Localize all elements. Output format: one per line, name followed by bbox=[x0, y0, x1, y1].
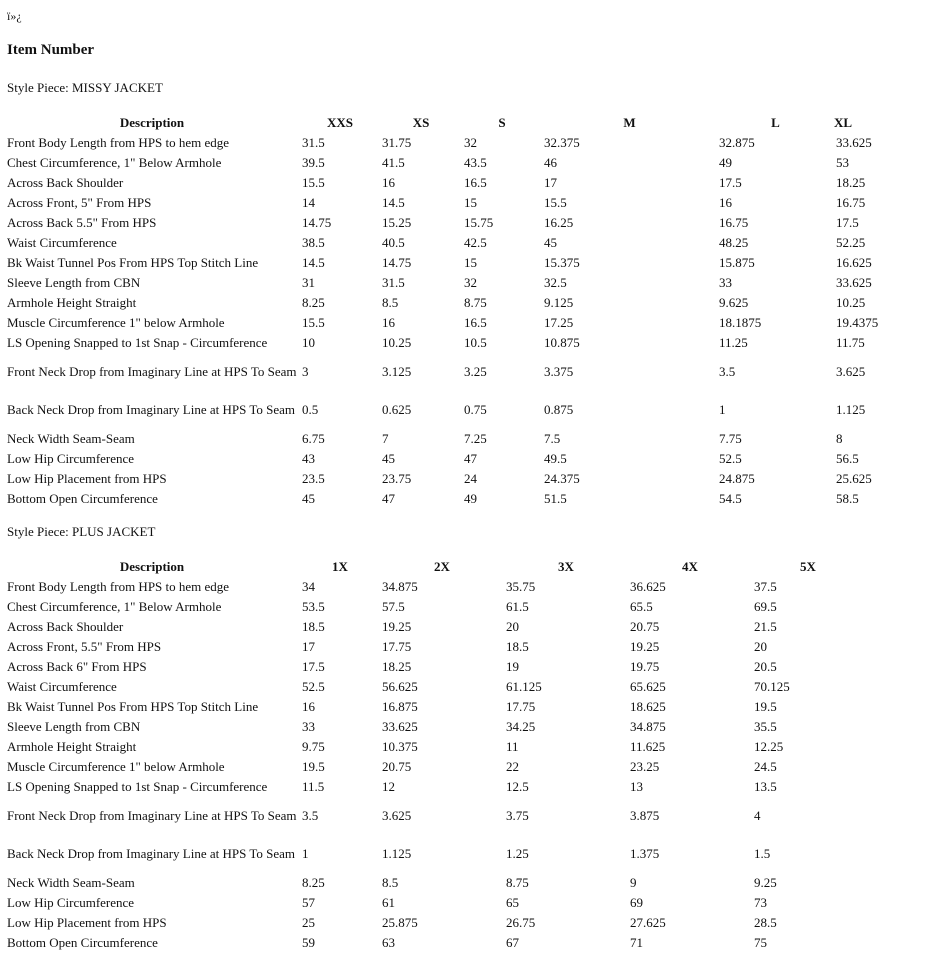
measurement-description: Bk Waist Tunnel Pos From HPS Top Stitch Line bbox=[7, 698, 259, 714]
measurement-value: 12.25 bbox=[754, 738, 784, 754]
measurement-value: 65.5 bbox=[630, 598, 653, 614]
measurement-value: 8.5 bbox=[382, 874, 399, 890]
measurement-value: 65 bbox=[506, 894, 519, 910]
measurement-value: 23.5 bbox=[302, 470, 325, 486]
measurement-value: 19.5 bbox=[302, 758, 325, 774]
table-row bbox=[4, 776, 864, 796]
measurement-value: 3.125 bbox=[382, 363, 412, 379]
measurement-value: 0.75 bbox=[464, 401, 487, 417]
missy-spec-table bbox=[4, 112, 879, 508]
table-row bbox=[4, 696, 864, 716]
measurement-description: Low Hip Placement from HPS bbox=[7, 914, 167, 930]
measurement-value: 63 bbox=[382, 934, 395, 950]
measurement-value: 10.25 bbox=[382, 334, 412, 350]
measurement-value: 36.625 bbox=[630, 578, 666, 594]
measurement-value: 0.875 bbox=[544, 401, 574, 417]
measurement-description: Muscle Circumference 1" below Armhole bbox=[7, 758, 225, 774]
measurement-value: 14 bbox=[302, 194, 315, 210]
measurement-value: 15.75 bbox=[464, 214, 494, 230]
measurement-value: 16.5 bbox=[464, 314, 487, 330]
measurement-value: 12 bbox=[382, 778, 395, 794]
measurement-description: Across Front, 5.5" From HPS bbox=[7, 638, 162, 654]
measurement-value: 32.875 bbox=[719, 134, 755, 150]
measurement-value: 28.5 bbox=[754, 914, 777, 930]
missy-style-label: Style Piece: MISSY JACKET bbox=[7, 80, 163, 95]
measurement-value: 10 bbox=[302, 334, 315, 350]
column-header-size: 3X bbox=[558, 558, 574, 574]
measurement-value: 38.5 bbox=[302, 234, 325, 250]
measurement-value: 14.75 bbox=[382, 254, 412, 270]
measurement-value: 17.25 bbox=[544, 314, 574, 330]
measurement-value: 33 bbox=[719, 274, 732, 290]
measurement-value: 3.375 bbox=[544, 363, 574, 379]
measurement-value: 65.625 bbox=[630, 678, 666, 694]
measurement-value: 32.375 bbox=[544, 134, 580, 150]
measurement-description: Waist Circumference bbox=[7, 678, 117, 694]
measurement-value: 3.625 bbox=[382, 807, 412, 823]
measurement-value: 51.5 bbox=[544, 490, 567, 506]
measurement-description: Neck Width Seam-Seam bbox=[7, 430, 135, 446]
measurement-value: 17.5 bbox=[719, 174, 742, 190]
measurement-value: 61.125 bbox=[506, 678, 542, 694]
measurement-description: Across Back 6" From HPS bbox=[7, 658, 147, 674]
measurement-description: Front Neck Drop from Imaginary Line at HPS To Seam bbox=[7, 363, 297, 379]
measurement-value: 1.125 bbox=[382, 845, 412, 861]
column-header-size: 5X bbox=[800, 558, 816, 574]
table-row bbox=[4, 912, 864, 932]
measurement-value: 16 bbox=[382, 314, 395, 330]
measurement-value: 25.875 bbox=[382, 914, 418, 930]
measurement-value: 52.5 bbox=[302, 678, 325, 694]
measurement-value: 54.5 bbox=[719, 490, 742, 506]
measurement-value: 33.625 bbox=[382, 718, 418, 734]
measurement-value: 15.5 bbox=[544, 194, 567, 210]
measurement-value: 47 bbox=[382, 490, 395, 506]
measurement-value: 9.125 bbox=[544, 294, 574, 310]
measurement-value: 16.5 bbox=[464, 174, 487, 190]
measurement-value: 7.5 bbox=[544, 430, 561, 446]
measurement-value: 25.625 bbox=[836, 470, 872, 486]
measurement-value: 32 bbox=[464, 134, 477, 150]
measurement-value: 52.5 bbox=[719, 450, 742, 466]
measurement-value: 17.75 bbox=[382, 638, 412, 654]
measurement-value: 24 bbox=[464, 470, 477, 486]
measurement-value: 24.5 bbox=[754, 758, 777, 774]
column-header-description: Description bbox=[119, 114, 185, 130]
column-header-size: S bbox=[498, 114, 506, 130]
measurement-value: 3.75 bbox=[506, 807, 529, 823]
measurement-value: 7.75 bbox=[719, 430, 742, 446]
measurement-description: Front Body Length from HPS to hem edge bbox=[7, 134, 230, 150]
measurement-value: 18.1875 bbox=[719, 314, 762, 330]
measurement-value: 69 bbox=[630, 894, 643, 910]
table-row bbox=[4, 756, 864, 776]
measurement-value: 25 bbox=[302, 914, 315, 930]
measurement-value: 34.875 bbox=[382, 578, 418, 594]
measurement-value: 1.25 bbox=[506, 845, 529, 861]
measurement-value: 19 bbox=[506, 658, 519, 674]
measurement-value: 11.625 bbox=[630, 738, 666, 754]
measurement-value: 9 bbox=[630, 874, 637, 890]
measurement-value: 35.5 bbox=[754, 718, 777, 734]
measurement-value: 48.25 bbox=[719, 234, 749, 250]
table-row bbox=[4, 252, 844, 272]
measurement-value: 1 bbox=[302, 845, 309, 861]
measurement-value: 21.5 bbox=[754, 618, 777, 634]
measurement-description: Neck Width Seam-Seam bbox=[7, 874, 135, 890]
measurement-description: Chest Circumference, 1" Below Armhole bbox=[7, 154, 222, 170]
measurement-value: 16.75 bbox=[836, 194, 866, 210]
measurement-value: 18.25 bbox=[836, 174, 866, 190]
column-header-size: M bbox=[623, 114, 636, 130]
measurement-value: 20.75 bbox=[382, 758, 412, 774]
measurement-value: 19.25 bbox=[382, 618, 412, 634]
table-row bbox=[4, 468, 844, 488]
measurement-description: Across Back 5.5" From HPS bbox=[7, 214, 157, 230]
column-header-size: 4X bbox=[682, 558, 698, 574]
table-row bbox=[4, 448, 844, 468]
page-title: Item Number bbox=[7, 42, 95, 58]
column-header-size: 1X bbox=[332, 558, 348, 574]
measurement-value: 14.5 bbox=[382, 194, 405, 210]
measurement-value: 22 bbox=[506, 758, 519, 774]
table-row bbox=[4, 390, 844, 428]
plus-spec-table bbox=[4, 556, 864, 952]
measurement-value: 7.25 bbox=[464, 430, 487, 446]
measurement-value: 33 bbox=[302, 718, 315, 734]
measurement-value: 18.5 bbox=[302, 618, 325, 634]
measurement-value: 19.75 bbox=[630, 658, 660, 674]
measurement-value: 61.5 bbox=[506, 598, 529, 614]
measurement-value: 43 bbox=[302, 450, 315, 466]
measurement-value: 46 bbox=[544, 154, 557, 170]
measurement-description: Front Body Length from HPS to hem edge bbox=[7, 578, 230, 594]
measurement-description: Bk Waist Tunnel Pos From HPS Top Stitch Line bbox=[7, 254, 259, 270]
measurement-description: Back Neck Drop from Imaginary Line at HPS To Seam bbox=[7, 845, 296, 861]
measurement-description: Back Neck Drop from Imaginary Line at HPS To Seam bbox=[7, 401, 296, 417]
measurement-value: 17.5 bbox=[302, 658, 325, 674]
column-header-size: XL bbox=[834, 114, 853, 130]
measurement-description: Low Hip Placement from HPS bbox=[7, 470, 167, 486]
measurement-value: 31.5 bbox=[302, 134, 325, 150]
measurement-value: 11.25 bbox=[719, 334, 748, 350]
measurement-value: 15.25 bbox=[382, 214, 412, 230]
table-row bbox=[4, 872, 864, 892]
measurement-description: LS Opening Snapped to 1st Snap - Circumference bbox=[7, 334, 268, 350]
measurement-description: Across Front, 5" From HPS bbox=[7, 194, 152, 210]
table-row bbox=[4, 892, 864, 912]
measurement-value: 3.625 bbox=[836, 363, 866, 379]
table-row bbox=[4, 676, 864, 696]
measurement-value: 20.5 bbox=[754, 658, 777, 674]
measurement-value: 19.4375 bbox=[836, 314, 879, 330]
measurement-value: 58.5 bbox=[836, 490, 859, 506]
measurement-value: 18.5 bbox=[506, 638, 529, 654]
measurement-value: 67 bbox=[506, 934, 519, 950]
measurement-value: 16 bbox=[302, 698, 315, 714]
table-header-row bbox=[4, 556, 864, 576]
measurement-value: 35.75 bbox=[506, 578, 536, 594]
measurement-value: 71 bbox=[630, 934, 643, 950]
table-row bbox=[4, 932, 864, 952]
measurement-value: 14.75 bbox=[302, 214, 332, 230]
measurement-value: 9.75 bbox=[302, 738, 325, 754]
measurement-value: 31 bbox=[302, 274, 315, 290]
measurement-value: 3.5 bbox=[302, 807, 319, 823]
measurement-value: 57.5 bbox=[382, 598, 405, 614]
plus-style-label: Style Piece: PLUS JACKET bbox=[7, 524, 156, 539]
measurement-value: 15.5 bbox=[302, 314, 325, 330]
measurement-value: 45 bbox=[382, 450, 395, 466]
measurement-value: 18.25 bbox=[382, 658, 412, 674]
table-row bbox=[4, 212, 844, 232]
table-row bbox=[4, 716, 864, 736]
measurement-value: 11 bbox=[506, 738, 519, 754]
measurement-value: 15.5 bbox=[302, 174, 325, 190]
measurement-value: 33.625 bbox=[836, 134, 872, 150]
measurement-description: Low Hip Circumference bbox=[7, 450, 135, 466]
measurement-description: Waist Circumference bbox=[7, 234, 117, 250]
measurement-description: Bottom Open Circumference bbox=[7, 934, 158, 950]
measurement-value: 8 bbox=[836, 430, 843, 446]
column-header-size: XXS bbox=[326, 114, 353, 130]
measurement-value: 16.875 bbox=[382, 698, 418, 714]
measurement-value: 10.5 bbox=[464, 334, 487, 350]
measurement-description: Across Back Shoulder bbox=[7, 174, 124, 190]
column-header-description: Description bbox=[119, 558, 185, 574]
measurement-value: 20 bbox=[754, 638, 767, 654]
measurement-description: Low Hip Circumference bbox=[7, 894, 135, 910]
measurement-value: 43.5 bbox=[464, 154, 487, 170]
measurement-value: 10.25 bbox=[836, 294, 866, 310]
measurement-value: 24.375 bbox=[544, 470, 580, 486]
measurement-value: 45 bbox=[544, 234, 557, 250]
measurement-value: 13.5 bbox=[754, 778, 777, 794]
measurement-value: 16.75 bbox=[719, 214, 749, 230]
measurement-value: 6.75 bbox=[302, 430, 325, 446]
measurement-value: 15.875 bbox=[719, 254, 755, 270]
encoding-artifact-text: ï»¿ bbox=[7, 9, 22, 23]
measurement-description: Chest Circumference, 1" Below Armhole bbox=[7, 598, 222, 614]
measurement-value: 24.875 bbox=[719, 470, 755, 486]
measurement-value: 34 bbox=[302, 578, 315, 594]
measurement-value: 11.5 bbox=[302, 778, 325, 794]
table-row bbox=[4, 656, 864, 676]
measurement-value: 53.5 bbox=[302, 598, 325, 614]
measurement-description: Armhole Height Straight bbox=[7, 738, 137, 754]
table-row bbox=[4, 332, 844, 352]
measurement-value: 1.5 bbox=[754, 845, 771, 861]
measurement-description: Front Neck Drop from Imaginary Line at HPS To Seam bbox=[7, 807, 297, 823]
measurement-value: 9.25 bbox=[754, 874, 777, 890]
table-row bbox=[4, 488, 844, 508]
measurement-value: 1 bbox=[719, 401, 726, 417]
measurement-value: 41.5 bbox=[382, 154, 405, 170]
table-row bbox=[4, 576, 864, 596]
measurement-value: 15 bbox=[464, 194, 477, 210]
measurement-description: Sleeve Length from CBN bbox=[7, 274, 141, 290]
measurement-value: 1.125 bbox=[836, 401, 866, 417]
measurement-value: 45 bbox=[302, 490, 315, 506]
measurement-value: 39.5 bbox=[302, 154, 325, 170]
measurement-value: 7 bbox=[382, 430, 389, 446]
measurement-value: 26.75 bbox=[506, 914, 536, 930]
column-header-size: 2X bbox=[434, 558, 450, 574]
measurement-value: 3.25 bbox=[464, 363, 487, 379]
table-row bbox=[4, 292, 844, 312]
table-row bbox=[4, 736, 864, 756]
measurement-value: 52.25 bbox=[836, 234, 866, 250]
measurement-value: 59 bbox=[302, 934, 315, 950]
measurement-value: 3.5 bbox=[719, 363, 736, 379]
measurement-value: 73 bbox=[754, 894, 767, 910]
measurement-value: 12.5 bbox=[506, 778, 529, 794]
table-row bbox=[4, 192, 844, 212]
measurement-description: Sleeve Length from CBN bbox=[7, 718, 141, 734]
measurement-value: 57 bbox=[302, 894, 315, 910]
measurement-value: 8.5 bbox=[382, 294, 399, 310]
measurement-value: 32 bbox=[464, 274, 477, 290]
measurement-description: Armhole Height Straight bbox=[7, 294, 137, 310]
table-row bbox=[4, 132, 844, 152]
table-row bbox=[4, 352, 844, 390]
measurement-value: 17.75 bbox=[506, 698, 536, 714]
table-row bbox=[4, 834, 864, 872]
measurement-description: LS Opening Snapped to 1st Snap - Circumference bbox=[7, 778, 268, 794]
measurement-value: 19.5 bbox=[754, 698, 777, 714]
table-row bbox=[4, 272, 844, 292]
measurement-value: 15 bbox=[464, 254, 477, 270]
measurement-value: 75 bbox=[754, 934, 767, 950]
measurement-value: 49 bbox=[464, 490, 477, 506]
measurement-value: 34.25 bbox=[506, 718, 536, 734]
measurement-value: 56.5 bbox=[836, 450, 859, 466]
measurement-value: 15.375 bbox=[544, 254, 580, 270]
measurement-value: 8.75 bbox=[506, 874, 529, 890]
measurement-value: 53 bbox=[836, 154, 849, 170]
measurement-value: 0.625 bbox=[382, 401, 412, 417]
measurement-value: 34.875 bbox=[630, 718, 666, 734]
table-row bbox=[4, 596, 864, 616]
table-row bbox=[4, 152, 844, 172]
measurement-value: 16.625 bbox=[836, 254, 872, 270]
measurement-value: 20.75 bbox=[630, 618, 660, 634]
measurement-value: 56.625 bbox=[382, 678, 418, 694]
measurement-value: 20 bbox=[506, 618, 519, 634]
measurement-value: 3.875 bbox=[630, 807, 660, 823]
measurement-value: 17.5 bbox=[836, 214, 859, 230]
measurement-value: 61 bbox=[382, 894, 395, 910]
measurement-value: 32.5 bbox=[544, 274, 567, 290]
measurement-value: 16.25 bbox=[544, 214, 574, 230]
column-header-size: XS bbox=[412, 114, 430, 130]
measurement-value: 42.5 bbox=[464, 234, 487, 250]
measurement-value: 17 bbox=[302, 638, 315, 654]
measurement-value: 49 bbox=[719, 154, 732, 170]
measurement-value: 47 bbox=[464, 450, 477, 466]
measurement-value: 4 bbox=[754, 807, 761, 823]
measurement-value: 23.25 bbox=[630, 758, 660, 774]
measurement-value: 70.125 bbox=[754, 678, 790, 694]
measurement-description: Across Back Shoulder bbox=[7, 618, 124, 634]
measurement-value: 16 bbox=[719, 194, 732, 210]
measurement-value: 69.5 bbox=[754, 598, 777, 614]
measurement-value: 8.25 bbox=[302, 294, 325, 310]
measurement-description: Bottom Open Circumference bbox=[7, 490, 158, 506]
measurement-value: 27.625 bbox=[630, 914, 666, 930]
table-row bbox=[4, 232, 844, 252]
measurement-value: 31.5 bbox=[382, 274, 405, 290]
measurement-value: 17 bbox=[544, 174, 557, 190]
measurement-value: 19.25 bbox=[630, 638, 660, 654]
measurement-value: 23.75 bbox=[382, 470, 412, 486]
table-row bbox=[4, 616, 864, 636]
table-row bbox=[4, 636, 864, 656]
measurement-value: 3 bbox=[302, 363, 309, 379]
measurement-value: 11.75 bbox=[836, 334, 865, 350]
measurement-value: 1.375 bbox=[630, 845, 660, 861]
measurement-value: 16 bbox=[382, 174, 395, 190]
measurement-value: 14.5 bbox=[302, 254, 325, 270]
column-header-size: L bbox=[771, 114, 780, 130]
measurement-value: 18.625 bbox=[630, 698, 666, 714]
table-row bbox=[4, 428, 844, 448]
measurement-value: 37.5 bbox=[754, 578, 777, 594]
table-header-row bbox=[4, 112, 844, 132]
measurement-value: 8.25 bbox=[302, 874, 325, 890]
measurement-value: 0.5 bbox=[302, 401, 319, 417]
measurement-value: 10.375 bbox=[382, 738, 418, 754]
measurement-description: Muscle Circumference 1" below Armhole bbox=[7, 314, 225, 330]
measurement-value: 49.5 bbox=[544, 450, 567, 466]
measurement-value: 8.75 bbox=[464, 294, 487, 310]
measurement-value: 9.625 bbox=[719, 294, 749, 310]
measurement-value: 13 bbox=[630, 778, 643, 794]
measurement-value: 10.875 bbox=[544, 334, 580, 350]
measurement-value: 31.75 bbox=[382, 134, 412, 150]
measurement-value: 33.625 bbox=[836, 274, 872, 290]
table-row bbox=[4, 312, 844, 332]
measurement-value: 40.5 bbox=[382, 234, 405, 250]
table-row bbox=[4, 796, 864, 834]
table-row bbox=[4, 172, 844, 192]
